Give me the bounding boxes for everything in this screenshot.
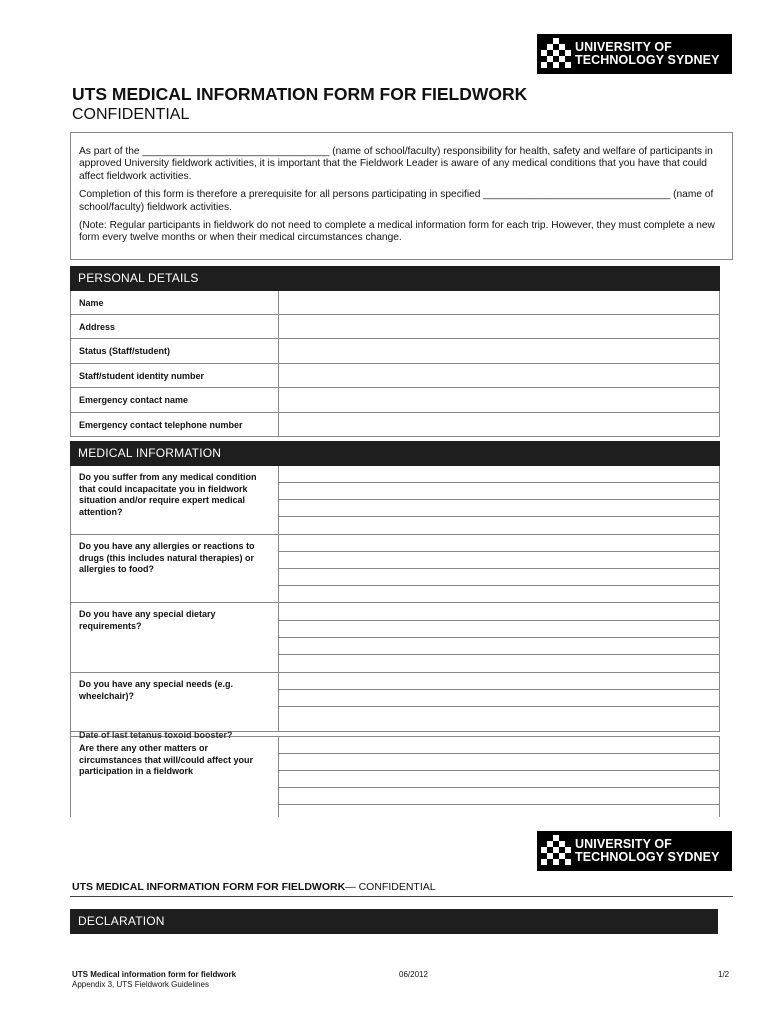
uts-logo-mark-icon bbox=[541, 37, 571, 71]
medical-condition-block bbox=[71, 466, 720, 535]
logo-line1: UNIVERSITY OF bbox=[575, 40, 672, 54]
emergency-name-label: Emergency contact name bbox=[71, 388, 279, 412]
answer-line[interactable] bbox=[279, 621, 719, 638]
footer-appendix: Appendix 3, UTS Fieldwork Guidelines bbox=[72, 980, 209, 989]
other-matters-block bbox=[71, 736, 720, 817]
answer-line[interactable] bbox=[279, 466, 719, 483]
emergency-phone-row bbox=[71, 413, 720, 437]
answer-line[interactable] bbox=[279, 483, 719, 500]
answer-line[interactable] bbox=[279, 535, 719, 552]
uts-logo-page2 bbox=[537, 831, 732, 871]
uts-logo bbox=[537, 34, 732, 74]
answer-line[interactable] bbox=[279, 754, 719, 771]
address-row bbox=[71, 315, 720, 339]
declaration-heading: DECLARATION bbox=[70, 909, 718, 934]
logo-line2: TECHNOLOGY SYDNEY bbox=[575, 850, 720, 864]
answer-line[interactable] bbox=[279, 690, 719, 707]
address-label: Address bbox=[71, 315, 279, 338]
footer-doc-title: UTS Medical information form for fieldwork bbox=[72, 970, 237, 979]
status-row bbox=[71, 339, 720, 364]
answer-line[interactable] bbox=[279, 586, 719, 602]
identity-number-field[interactable] bbox=[279, 364, 720, 387]
address-field[interactable] bbox=[279, 315, 720, 338]
page2-title-bold: UTS MEDICAL INFORMATION FORM FOR FIELDWORK bbox=[72, 881, 346, 893]
name-row bbox=[71, 291, 720, 315]
dietary-question: Do you have any special dietary requirements? bbox=[71, 603, 279, 672]
allergies-question: Do you have any allergies or reactions to drugs (this includes natural therapies) or allergies to food? bbox=[71, 535, 279, 602]
medical-information-heading: MEDICAL INFORMATION bbox=[70, 441, 720, 466]
name-label: Name bbox=[71, 291, 279, 314]
answer-line[interactable] bbox=[279, 655, 719, 672]
intro-box bbox=[70, 132, 733, 260]
page2-divider bbox=[70, 896, 733, 897]
answer-line[interactable] bbox=[279, 569, 719, 586]
answer-line[interactable] bbox=[279, 500, 719, 517]
tetanus-question-clipped: Date of last tetanus toxoid booster? bbox=[79, 730, 233, 740]
answer-line[interactable] bbox=[279, 788, 719, 805]
special-needs-block bbox=[71, 673, 720, 732]
intro-paragraph-3: (Note: Regular participants in fieldwork do not need to complete a medical information form for each trip. However, they must complete a new form every twelve months or when their medical circumstances change. bbox=[79, 220, 715, 244]
uts-logo-mark-icon bbox=[541, 834, 571, 868]
answer-line[interactable] bbox=[279, 673, 719, 690]
form-title: UTS MEDICAL INFORMATION FORM FOR FIELDWORK bbox=[72, 84, 528, 104]
logo-line1: UNIVERSITY OF bbox=[575, 837, 672, 851]
answer-line[interactable] bbox=[279, 638, 719, 655]
emergency-name-field[interactable] bbox=[279, 388, 720, 412]
identity-number-row bbox=[71, 364, 720, 388]
intro-paragraph-1: As part of the _________________________________ (name of school/faculty) responsibility for health, safety and welfare of participants in approved University fieldwork activities, it is important that the Fieldwork Leader is aware of any medical conditions that you have that could affect fieldwork activities. bbox=[79, 146, 713, 182]
status-field[interactable] bbox=[279, 339, 720, 363]
answer-line[interactable] bbox=[279, 517, 719, 534]
name-field[interactable] bbox=[279, 291, 720, 314]
status-label: Status (Staff/student) bbox=[71, 339, 279, 363]
allergies-block bbox=[71, 535, 720, 603]
personal-details-heading: PERSONAL DETAILS bbox=[70, 266, 720, 291]
answer-line[interactable] bbox=[279, 552, 719, 569]
intro-paragraph-2: Completion of this form is therefore a prerequisite for all persons participating in specified _________________________________ (name of school/faculty) fieldwork activities. bbox=[79, 189, 714, 213]
personal-details-table bbox=[70, 291, 720, 437]
footer-left bbox=[72, 970, 236, 990]
special-needs-question: Do you have any special needs (e.g. wheelchair)? bbox=[71, 673, 279, 731]
page2-title bbox=[72, 881, 436, 893]
footer-date: 06/2012 bbox=[399, 970, 428, 979]
answer-line[interactable] bbox=[279, 707, 719, 731]
answer-line[interactable] bbox=[279, 805, 719, 817]
answer-line[interactable] bbox=[279, 603, 719, 621]
answer-line[interactable] bbox=[279, 771, 719, 788]
medical-information-table bbox=[70, 466, 720, 817]
other-matters-question: Are there any other matters or circumstances that will/could affect your participation in a fieldwork bbox=[71, 737, 279, 817]
page2-title-rest: — CONFIDENTIAL bbox=[345, 881, 436, 893]
footer-page-number: 1/2 bbox=[718, 970, 730, 979]
logo-line2: TECHNOLOGY SYDNEY bbox=[575, 53, 720, 67]
medical-condition-question: Do you suffer from any medical condition that could incapacitate you in fieldwork situation and/or require expert medical attention? bbox=[71, 466, 279, 534]
emergency-phone-field[interactable] bbox=[279, 413, 720, 436]
answer-line[interactable] bbox=[279, 737, 719, 754]
emergency-phone-label: Emergency contact telephone number bbox=[71, 413, 279, 436]
dietary-block bbox=[71, 603, 720, 673]
identity-number-label: Staff/student identity number bbox=[71, 364, 279, 387]
form-subtitle: CONFIDENTIAL bbox=[72, 106, 190, 123]
emergency-name-row bbox=[71, 388, 720, 413]
